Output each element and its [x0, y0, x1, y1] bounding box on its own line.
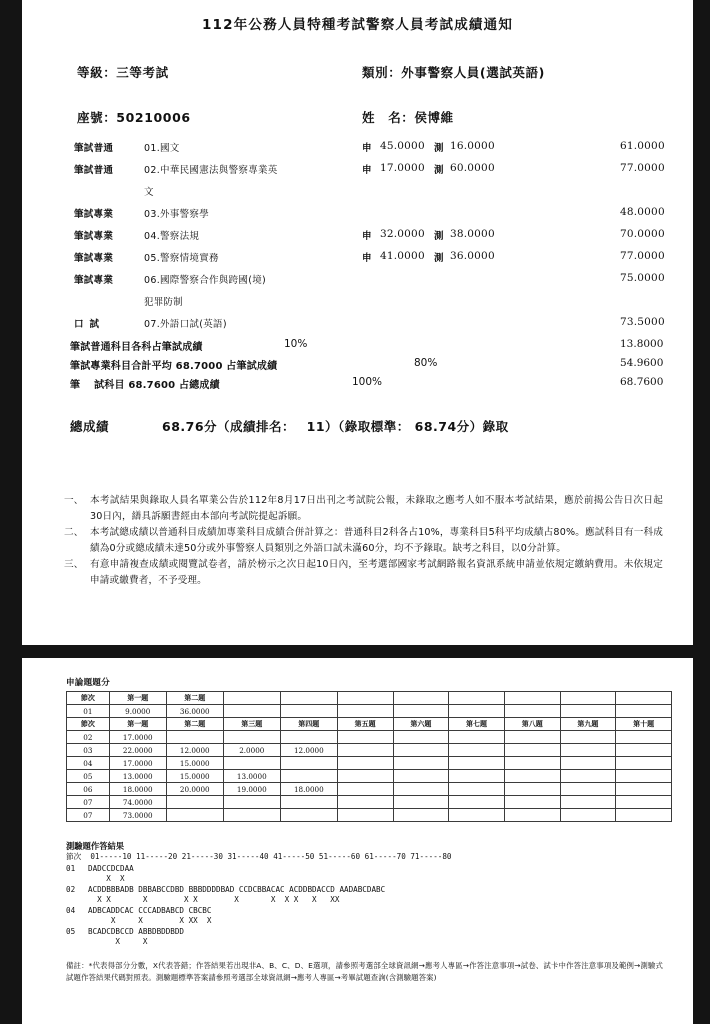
essay-cell: [337, 757, 393, 770]
summary-text: 筆 試科目 68.7600 占總成績: [70, 380, 220, 391]
essay-header-cell: 節次: [67, 718, 110, 731]
subject-kind: 筆試專業: [74, 275, 114, 286]
essay-part-label: 申: [362, 253, 372, 264]
seat-number-label: 座號：50210006: [77, 110, 191, 125]
essay-cell: [560, 731, 616, 744]
essay-cell: 20.0000: [166, 783, 223, 796]
essay-header-cell: 第十題: [616, 718, 672, 731]
essay-cell: 15.0000: [166, 757, 223, 770]
mc-wrong-marks-line: [66, 937, 147, 947]
mc-section-index: 01: [66, 864, 76, 873]
essay-part-score: 45.0000: [380, 140, 425, 152]
essay-part-score: 17.0000: [380, 162, 425, 174]
mc-wrong-marks-line: [66, 916, 211, 926]
mc-section-index: 05: [66, 927, 76, 936]
essay-cell: [449, 744, 505, 757]
essay-cell: [280, 705, 337, 718]
essay-header-cell: [337, 692, 393, 705]
essay-header-cell: [504, 692, 560, 705]
mc-part-score: 60.0000: [450, 162, 495, 174]
essay-cell: [616, 757, 672, 770]
mc-wrong-marks-line: [66, 874, 125, 884]
essay-cell: [616, 731, 672, 744]
essay-cell: 06: [67, 783, 110, 796]
essay-header-row: [67, 718, 672, 731]
essay-cell: [560, 796, 616, 809]
essay-cell: 18.0000: [280, 783, 337, 796]
essay-cell: [337, 705, 393, 718]
essay-cell: [449, 705, 505, 718]
note-text: 本考試總成績以普通科目成績加專業科目成績合併計算之：普通科目2科各占10%，專業科目5科平均成績占80%。應試科目有一科成績為0分或總成績未達50分或外事警察人員類別之外語口試未滿60分，均不予錄取。缺考之科目，以0分計算。: [90, 527, 663, 554]
essay-cell: 02: [67, 731, 110, 744]
note-bullet: 一、: [64, 495, 84, 506]
essay-cell: [504, 770, 560, 783]
mc-answer-line: [66, 906, 211, 916]
essay-cell: [616, 705, 672, 718]
summary-row: [22, 338, 693, 357]
essay-part-label: 申: [362, 165, 372, 176]
mc-column-ruler: 節次 01-----10 11-----20 21-----30 31-----40 41-----50 51-----60 61-----70 71-----80: [66, 852, 452, 861]
essay-cell: [560, 770, 616, 783]
essay-cell: [280, 809, 337, 822]
summary-percentage: 10%: [284, 338, 308, 350]
essay-cell: 07: [67, 796, 110, 809]
subject-name: 02.中華民國憲法與警察專業英: [144, 165, 278, 176]
subject-score-row: [22, 228, 693, 250]
essay-cell: [504, 783, 560, 796]
essay-cell: [449, 809, 505, 822]
subject-total-score: 77.0000: [620, 250, 665, 262]
mc-wrong-marks: X X X XX X: [88, 915, 212, 925]
essay-cell: [560, 783, 616, 796]
essay-header-cell: 第七題: [449, 718, 505, 731]
mc-answer-string: ADBCADDCAC CCCADBABCD CBCBC: [88, 906, 212, 915]
summary-value: 68.7600: [620, 376, 664, 388]
essay-header-row: [67, 692, 672, 705]
essay-cell: 36.0000: [166, 705, 223, 718]
subject-total-score: 77.0000: [620, 162, 665, 174]
page-title: 112年公務人員特種考試警察人員考試成績通知: [201, 17, 514, 33]
essay-cell: [393, 744, 449, 757]
essay-cell: [223, 757, 280, 770]
essay-header-cell: 第八題: [504, 718, 560, 731]
essay-cell: [504, 809, 560, 822]
essay-cell: [504, 744, 560, 757]
note-bullet: 三、: [64, 559, 84, 570]
subject-score-row: [22, 316, 693, 338]
essay-cell: [166, 731, 223, 744]
mc-section-index: 02: [66, 885, 76, 894]
essay-header-cell: 第九題: [560, 718, 616, 731]
mc-answer-line: [66, 864, 134, 874]
summary-text: 筆試專業科目合計平均 68.7000 占筆試成績: [70, 361, 278, 372]
essay-cell: 19.0000: [223, 783, 280, 796]
essay-cell: 03: [67, 744, 110, 757]
essay-cell: 12.0000: [166, 744, 223, 757]
subject-kind: 筆試普通: [74, 165, 114, 176]
essay-cell: 73.0000: [109, 809, 166, 822]
essay-cell: [166, 809, 223, 822]
summary-row: [22, 357, 693, 376]
essay-header-cell: [616, 692, 672, 705]
essay-table-caption: 申論題題分: [66, 678, 111, 688]
essay-header-cell: [560, 692, 616, 705]
essay-cell: [337, 796, 393, 809]
summary-row: [22, 376, 693, 395]
note-item: [64, 557, 663, 588]
essay-cell: [223, 809, 280, 822]
subject-kind: 筆試專業: [74, 253, 114, 264]
essay-cell: [560, 809, 616, 822]
subject-kind: 筆試普通: [74, 143, 114, 154]
mc-section-index: 04: [66, 906, 76, 915]
essay-header-cell: 第二題: [166, 718, 223, 731]
candidate-name-label: 姓 名：侯博維: [362, 110, 454, 125]
mc-part-label: 測: [434, 231, 444, 242]
essay-cell: [616, 796, 672, 809]
essay-cell: 15.0000: [166, 770, 223, 783]
essay-cell: [337, 783, 393, 796]
essay-header-cell: 第一題: [109, 692, 166, 705]
grade-label: 等級：三等考試: [77, 65, 169, 80]
subject-name-continuation-row: [22, 294, 693, 316]
essay-part-label: 申: [362, 143, 372, 154]
essay-cell: 13.0000: [223, 770, 280, 783]
essay-cell: 22.0000: [109, 744, 166, 757]
essay-part-label: 申: [362, 231, 372, 242]
subject-total-score: 70.0000: [620, 228, 665, 240]
essay-cell: 74.0000: [109, 796, 166, 809]
essay-cell: [223, 796, 280, 809]
essay-header-cell: 第一題: [109, 718, 166, 731]
essay-cell: 9.0000: [109, 705, 166, 718]
essay-cell: [616, 809, 672, 822]
category-label: 類別：外事警察人員(選試英語): [362, 65, 545, 80]
essay-data-row: [67, 809, 672, 822]
essay-cell: 13.0000: [109, 770, 166, 783]
essay-part-score: 41.0000: [380, 250, 425, 262]
note-item: [64, 525, 663, 556]
mc-wrong-marks: X X X X X X X X X X XX: [88, 894, 340, 904]
essay-cell: [393, 770, 449, 783]
essay-score-table: [66, 691, 672, 822]
subject-name: 01.國文: [144, 143, 180, 154]
essay-cell: [616, 783, 672, 796]
essay-cell: 07: [67, 809, 110, 822]
mc-part-score: 38.0000: [450, 228, 495, 240]
mc-wrong-marks: X X: [88, 873, 125, 883]
summary-value: 13.8000: [620, 338, 664, 350]
exam-result-page-2: [22, 658, 693, 1024]
subject-kind: 筆試專業: [74, 231, 114, 242]
subject-total-score: 48.0000: [620, 206, 665, 218]
mc-wrong-marks-line: [66, 895, 339, 905]
grand-total-row: [22, 417, 693, 441]
essay-cell: [504, 705, 560, 718]
subject-name: 04.警察法規: [144, 231, 200, 242]
subject-name: 03.外事警察學: [144, 209, 210, 220]
mc-part-label: 測: [434, 143, 444, 154]
exam-result-page-1: [22, 0, 693, 645]
essay-cell: [504, 731, 560, 744]
essay-cell: [449, 783, 505, 796]
essay-data-row: [67, 757, 672, 770]
notes-block: [22, 493, 693, 588]
summary-percentage: 80%: [414, 357, 438, 369]
essay-header-cell: [280, 692, 337, 705]
subject-kind: 口試: [74, 319, 106, 330]
essay-cell: [393, 757, 449, 770]
essay-cell: 01: [67, 705, 110, 718]
essay-header-cell: [223, 692, 280, 705]
essay-cell: [337, 809, 393, 822]
essay-data-row: [67, 705, 672, 718]
essay-cell: [616, 770, 672, 783]
subject-name-continuation: 文: [144, 187, 154, 198]
meta-row-identity: [22, 108, 693, 128]
mc-answer-line: [66, 927, 184, 937]
mc-part-score: 36.0000: [450, 250, 495, 262]
subject-name: 05.警察情境實務: [144, 253, 219, 264]
essay-cell: [280, 731, 337, 744]
essay-cell: 12.0000: [280, 744, 337, 757]
essay-cell: [280, 757, 337, 770]
essay-cell: [449, 731, 505, 744]
mc-part-label: 測: [434, 253, 444, 264]
note-bullet: 二、: [64, 527, 84, 538]
essay-cell: [560, 744, 616, 757]
essay-cell: [280, 796, 337, 809]
essay-cell: 05: [67, 770, 110, 783]
meta-row-grade: [22, 63, 693, 83]
subject-total-score: 61.0000: [620, 140, 665, 152]
subject-name: 07.外語口試(英語): [144, 319, 227, 330]
essay-cell: [166, 796, 223, 809]
mc-answer-string: DADCCDCDAA: [88, 864, 134, 873]
essay-cell: [393, 796, 449, 809]
footnote-text: 備註：*代表得部分分數，X代表答錯；作答結果若出現非A、B、C、D、E選項，請參照考選部全球資訊網→應考人專區→作答注意事項→試卷、試卡中作答注意事項及範例→測驗式試題作答結果代碼對照表。測驗題標準答案請參照考選部全球資訊網→應考人專區→考畢試題查詢(含測驗題答案): [66, 961, 663, 982]
essay-cell: [560, 705, 616, 718]
essay-header-cell: 第二題: [166, 692, 223, 705]
note-item: [64, 493, 663, 524]
essay-data-row: [67, 744, 672, 757]
subject-total-score: 75.0000: [620, 272, 665, 284]
essay-cell: [223, 705, 280, 718]
essay-cell: [393, 731, 449, 744]
essay-data-row: [67, 796, 672, 809]
essay-data-row: [67, 731, 672, 744]
essay-cell: [223, 731, 280, 744]
mc-answer-line: [66, 885, 385, 895]
summary-list: [22, 338, 693, 395]
mc-wrong-marks: X X: [88, 936, 148, 946]
mc-part-score: 16.0000: [450, 140, 495, 152]
subject-score-row: [22, 140, 693, 162]
essay-cell: [337, 744, 393, 757]
essay-header-cell: 第六題: [393, 718, 449, 731]
essay-header-cell: [393, 692, 449, 705]
mc-answer-string: ACDDBBBADB DBBABCCDBD BBBDDDDBAD CCDCBBACAC ACDDBDACCD AADABCDABC: [88, 885, 386, 894]
essay-cell: [449, 757, 505, 770]
subject-name-continuation-row: [22, 184, 693, 206]
essay-header-cell: 第四題: [280, 718, 337, 731]
subject-score-row: [22, 206, 693, 228]
mc-part-label: 測: [434, 165, 444, 176]
essay-cell: 04: [67, 757, 110, 770]
note-text: 本考試結果與錄取人員名單業公告於112年8月17日出刊之考試院公報，未錄取之應考人如不服本考試結果，應於前揭公告日次日起30日內，繕具訴願書經由本部向考試院提起訴願。: [90, 495, 663, 522]
essay-cell: [616, 744, 672, 757]
essay-data-row: [67, 783, 672, 796]
essay-header-cell: 節次: [67, 692, 110, 705]
essay-cell: [280, 770, 337, 783]
subject-kind: 筆試專業: [74, 209, 114, 220]
subject-score-row: [22, 162, 693, 184]
essay-cell: [504, 796, 560, 809]
mc-section-caption: 測驗題作答結果: [66, 841, 125, 851]
essay-header-cell: 第五題: [337, 718, 393, 731]
subject-total-score: 73.5000: [620, 316, 665, 328]
essay-cell: [449, 770, 505, 783]
essay-cell: 2.0000: [223, 744, 280, 757]
note-text: 有意申請複查成績或閱覽試卷者，請於榜示之次日起10日內，至考選部國家考試網路報名資訊系統申請並依規定繳納費用。未依規定申請或繳費者，不予受理。: [90, 559, 663, 586]
grand-total-value: 68.76分（成績排名： 11）（錄取標準： 68.74分）錄取: [162, 419, 509, 434]
essay-cell: [449, 796, 505, 809]
summary-percentage: 100%: [352, 376, 383, 388]
subject-score-list: [22, 140, 693, 338]
essay-cell: [393, 809, 449, 822]
essay-cell: [337, 770, 393, 783]
essay-header-cell: [449, 692, 505, 705]
essay-cell: 17.0000: [109, 757, 166, 770]
essay-cell: 18.0000: [109, 783, 166, 796]
essay-cell: [504, 757, 560, 770]
essay-data-row: [67, 770, 672, 783]
essay-cell: [393, 705, 449, 718]
essay-cell: [393, 783, 449, 796]
subject-score-row: [22, 272, 693, 294]
essay-cell: [560, 757, 616, 770]
summary-text: 筆試普通科目各科占筆試成績: [70, 342, 203, 353]
mc-answer-string: BCADCDBCCD ABBDBDDBDD: [88, 927, 185, 936]
essay-header-cell: 第三題: [223, 718, 280, 731]
subject-score-row: [22, 250, 693, 272]
grand-total-label: 總成績: [70, 419, 110, 434]
summary-value: 54.9600: [620, 357, 664, 369]
subject-name: 06.國際警察合作與跨國(境): [144, 275, 267, 286]
essay-cell: 17.0000: [109, 731, 166, 744]
essay-cell: [337, 731, 393, 744]
subject-name-continuation: 犯罪防制: [144, 297, 183, 308]
essay-part-score: 32.0000: [380, 228, 425, 240]
